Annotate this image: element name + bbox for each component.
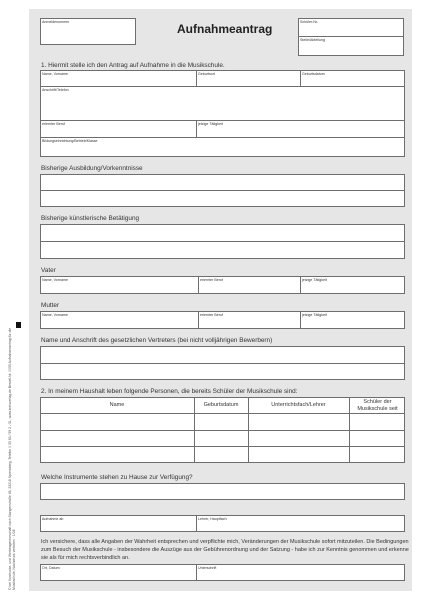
- applicant-col-line-2: [300, 70, 301, 86]
- instrumente-heading: Welche Instrumente stehen zu Hause zur Verfügung?: [41, 474, 193, 481]
- signature-col-line: [196, 564, 197, 581]
- lehrer-hauptfach-label: Lehrer, Hauptfach: [198, 517, 227, 521]
- ausbildung-line: [40, 190, 405, 191]
- schueler-nr-label: Schüler-Nr.: [300, 20, 318, 24]
- signature-field[interactable]: [40, 564, 405, 581]
- vertreter-line: [40, 363, 405, 364]
- betaetigung-heading: Bisherige künstlerische Betätigung: [41, 215, 140, 222]
- mutter-col-line-2: [300, 311, 301, 329]
- geburtsdatum-label: Geburtsdatum: [302, 72, 325, 76]
- vater-col-line-2: [300, 276, 301, 294]
- mutter-beruf-label: erlernter Beruf: [200, 313, 223, 317]
- mutter-heading: Mutter: [41, 302, 60, 309]
- instrumente-field[interactable]: [40, 483, 405, 500]
- vater-beruf-label: erlernter Beruf: [200, 278, 223, 282]
- anschrift-label: Anschrift/Telefon: [42, 88, 69, 92]
- vater-col-line-1: [198, 276, 199, 294]
- vertreter-heading: Name und Anschrift des gesetzlichen Vertreters (bei nicht volljährigen Bewerbern): [41, 337, 273, 344]
- anmeldenummer-label: Anmeldenummer: [42, 20, 70, 24]
- erlernter-beruf-label: erlernter Beruf: [42, 122, 65, 126]
- haushalt-col-name: Name: [109, 402, 125, 408]
- haushalt-col-schueler-seit: Schüler der Musikschule seit: [357, 399, 398, 412]
- ort-datum-label: Ort, Datum: [42, 566, 60, 570]
- geburtsort-label: Geburtsort: [198, 72, 215, 76]
- unterschrift-label: Unterschrift: [198, 566, 217, 570]
- publisher-mark: [16, 322, 21, 328]
- mutter-taetigkeit-label: jetzige Tätigkeit: [302, 313, 327, 317]
- erklaerung-text: Ich versichere, dass alle Angaben der Wahrheit entsprechen und verpflichte mich, Veränderungen der Musikschule sofort mitzuteilen. Die Bedingungen zum Besuch der Musikschule - insbesondere die Auszüge aus der Gebührenordnung und der Satzung - habe ich zur Kenntnis genommen und erkenne sie als für mich rechtsverbindlich an.: [41, 539, 409, 561]
- haushalt-col-geburtsdatum: Geburtsdatum: [203, 402, 239, 408]
- publisher-note: © bei Vordrucke- und Werbeagenturschaft nach Stangenstraße 45, 23218 Spremberg, Telefon 0 35 63 / 59 2 - 31, www.kreisverlag.de Bestell-Nr. 0055 Aufnahmeantrag für die Musikschule, Nachdruck verboten · 1/08: [8, 327, 16, 590]
- mutter-name-label: Name, Vorname: [42, 313, 68, 317]
- aufnahme-ab-label: Aufnahme ab: [42, 517, 64, 521]
- mutter-col-line-1: [198, 311, 199, 329]
- applicant-row-line-1: [40, 86, 405, 87]
- ausbildung-heading: Bisherige Ausbildung/Vorkenntnisse: [41, 165, 143, 172]
- section1-heading: 1. Hiermit stelle ich den Antrag auf Aufnahme in die Musikschule.: [41, 62, 225, 69]
- header-divider: [298, 36, 404, 37]
- haushalt-row-line-3: [40, 446, 405, 447]
- applicant-row-line-3: [40, 137, 405, 138]
- haushalt-row-line-2: [40, 430, 405, 431]
- jetzige-taetigkeit-label: jetzige Tätigkeit: [198, 122, 223, 126]
- vater-taetigkeit-label: jetzige Tätigkeit: [302, 278, 327, 282]
- applicant-block: [40, 70, 405, 157]
- aufnahme-col-line: [196, 515, 197, 532]
- applicant-col-line-1: [196, 70, 197, 86]
- applicant-col-line-3: [196, 120, 197, 137]
- haushalt-heading: 2. In meinem Haushalt leben folgende Personen, die bereits Schüler der Musikschule sind:: [41, 388, 298, 395]
- vater-name-label: Name, Vorname: [42, 278, 68, 282]
- haushalt-col-unterrichtsfach: Unterrichtsfach/Lehrer: [271, 402, 326, 408]
- stelle-abteilung-label: Stelle/Abteilung: [300, 38, 325, 42]
- haushalt-row-line-1: [40, 413, 405, 414]
- vater-heading: Vater: [41, 267, 56, 274]
- name-vorname-label: Name, Vorname: [42, 72, 68, 76]
- bildungseinrichtung-label: Bildungseinrichtung/Betrieb/Klasse: [42, 139, 98, 143]
- form-title: Aufnahmeantrag: [177, 22, 273, 36]
- betaetigung-line: [40, 241, 405, 242]
- applicant-row-line-2: [40, 120, 405, 121]
